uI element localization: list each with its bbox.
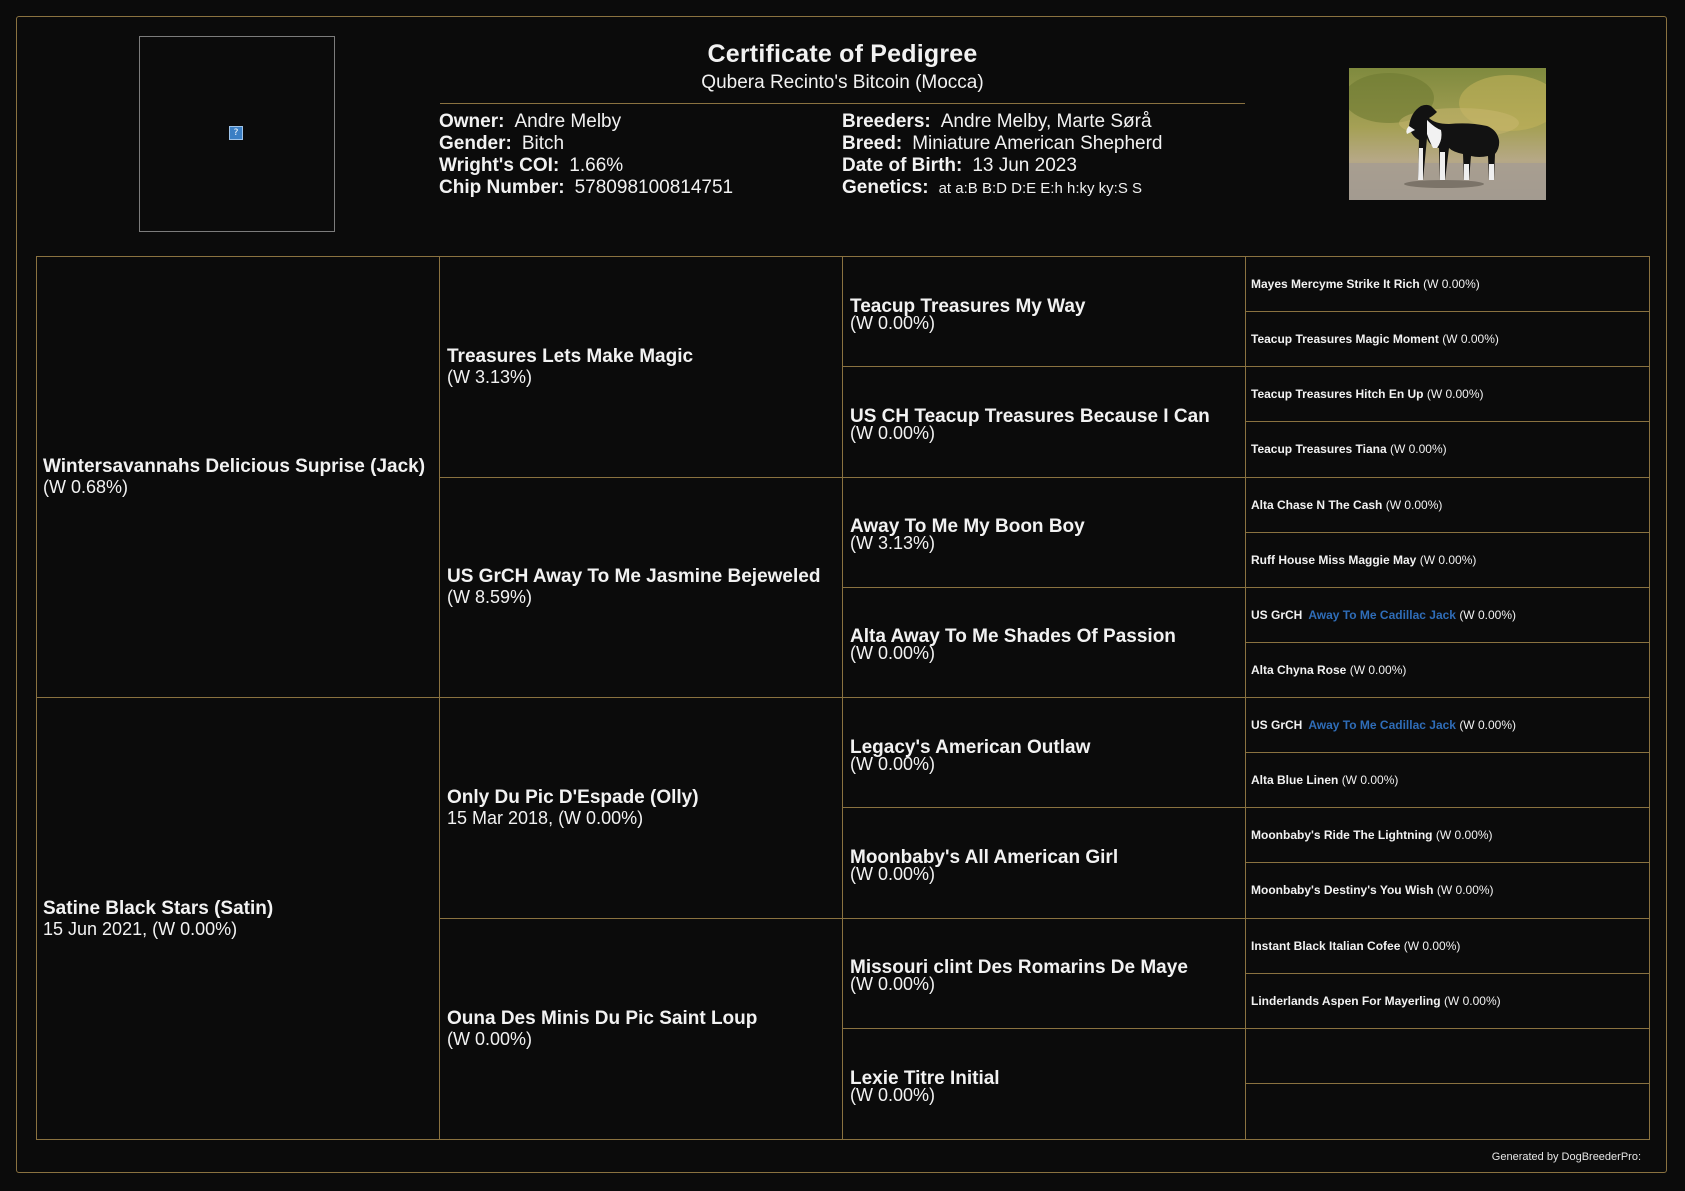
great-grandparent-info: (W 0.00%) (850, 643, 936, 664)
breeders-label: Breeders: (842, 111, 931, 132)
great-grandparent-name: Legacy's American Outlaw (850, 736, 1091, 758)
great-grandparent-info: (W 0.00%) (850, 312, 936, 333)
sire-name: Wintersavannahs Delicious Suprise (Jack) (43, 456, 426, 477)
ancestor-cell (1246, 367, 1649, 422)
great-grandparent-cell (843, 367, 1246, 477)
great-grandparent-info: (W 3.13%) (850, 533, 936, 554)
great-grandparent-cell (843, 257, 1246, 367)
ancestor-name: Ruff House Miss Maggie May (1251, 552, 1417, 567)
ancestor-coi: (W 0.00%) (1426, 387, 1484, 402)
grandparent-cell (440, 698, 843, 919)
sire-info: (W 0.68%) (43, 477, 129, 497)
ancestor-name: Teacup Treasures Tiana (1251, 442, 1387, 457)
ancestor-coi: (W 0.00%) (1435, 828, 1493, 843)
ancestor-cell-empty (1246, 1084, 1649, 1139)
ancestor-cell-empty (1246, 1029, 1649, 1084)
great-grandparent-name: US CH Teacup Treasures Because I Can (850, 405, 1210, 427)
ancestor-name: Linderlands Aspen For Mayerling (1251, 993, 1441, 1008)
ancestor-cell (1246, 808, 1649, 863)
ancestor-coi: (W 0.00%) (1349, 662, 1407, 677)
great-grandparent-name: Alta Away To Me Shades Of Passion (850, 626, 1176, 648)
ancestor-coi: (W 0.00%) (1459, 718, 1516, 733)
sire-cell (37, 257, 440, 698)
dob-row (842, 155, 1163, 177)
dob-value: 13 Jun 2023 (972, 155, 1077, 176)
info-column-right (842, 111, 1163, 200)
great-grandparent-cell (843, 919, 1246, 1029)
great-grandparent-name: Missouri clint Des Romarins De Maye (850, 957, 1188, 979)
great-grandparent-cell (843, 808, 1246, 918)
dam-info: 15 Jun 2021, (W 0.00%) (43, 918, 238, 939)
ancestor-cell (1246, 863, 1649, 918)
ancestor-cell (1246, 919, 1649, 974)
great-grandparent-info: (W 0.00%) (850, 753, 936, 774)
chip-label: Chip Number: (439, 177, 565, 198)
ancestor-title: US GrCH (1251, 607, 1303, 622)
great-grandparent-name: Away To Me My Boon Boy (850, 516, 1085, 538)
ancestor-cell (1246, 478, 1649, 533)
ancestor-cell (1246, 588, 1649, 643)
ancestor-cell (1246, 643, 1649, 698)
grandparent-info: (W 3.13%) (447, 366, 533, 387)
pedigree-grid (36, 256, 1650, 1140)
ancestor-coi: (W 0.00%) (1419, 552, 1477, 567)
gender-label: Gender: (439, 133, 512, 154)
ancestor-name: Instant Black Italian Cofee (1251, 938, 1401, 953)
chip-value: 578098100814751 (574, 177, 734, 198)
grandparent-name: Ouna Des Minis Du Pic Saint Loup (447, 1007, 758, 1029)
breed-row (842, 133, 1163, 155)
ancestor-coi: (W 0.00%) (1341, 773, 1399, 788)
kennel-logo (139, 36, 335, 232)
breeders-row (842, 111, 1163, 133)
coi-value: 1.66% (569, 155, 624, 176)
genetics-value: at a:B B:D D:E E:h h:ky ky:S S (938, 180, 1143, 197)
ancestor-title: US GrCH (1251, 718, 1303, 733)
grandparent-name: Only Du Pic D'Espade (Olly) (447, 786, 699, 808)
owner-row (439, 111, 733, 133)
ancestor-link[interactable]: Away To Me Cadillac Jack (1308, 718, 1456, 733)
grandparent-cell (440, 919, 843, 1140)
gender-value: Bitch (521, 133, 565, 154)
ancestor-name: Teacup Treasures Magic Moment (1251, 332, 1439, 347)
great-grandparent-cell (843, 478, 1246, 588)
ancestor-coi: (W 0.00%) (1443, 993, 1501, 1008)
certificate-title: Certificate of Pedigree (707, 40, 978, 68)
ancestor-cell (1246, 533, 1649, 588)
great-grandparent-info: (W 0.00%) (850, 422, 936, 443)
ancestor-name: Moonbaby's Ride The Lightning (1251, 828, 1433, 843)
info-column-left (439, 111, 733, 199)
ancestor-cell (1246, 257, 1649, 312)
great-grandparent-name: Moonbaby's All American Girl (850, 846, 1119, 868)
ancestor-cell (1246, 698, 1649, 753)
gender-row (439, 133, 733, 155)
great-grandparent-info: (W 0.00%) (850, 974, 936, 995)
coi-label: Wright's COI: (439, 155, 560, 176)
coi-row (439, 155, 733, 177)
grandparent-info: 15 Mar 2018, (W 0.00%) (447, 807, 644, 828)
ancestor-cell (1246, 422, 1649, 477)
breed-value: Miniature American Shepherd (912, 133, 1163, 154)
grandparent-info: (W 0.00%) (447, 1028, 533, 1049)
grandparent-name: US GrCH Away To Me Jasmine Bejeweled (447, 566, 821, 588)
genetics-label: Genetics: (842, 177, 929, 198)
ancestor-coi: (W 0.00%) (1423, 277, 1480, 292)
ancestor-coi: (W 0.00%) (1385, 497, 1443, 512)
dob-label: Date of Birth: (842, 155, 963, 176)
ancestor-coi: (W 0.00%) (1403, 938, 1461, 953)
ancestor-cell (1246, 312, 1649, 367)
ancestor-coi: (W 0.00%) (1459, 607, 1516, 622)
broken-image-icon: ? (229, 126, 243, 140)
ancestor-name: Alta Blue Linen (1251, 773, 1339, 788)
genetics-row (842, 177, 1163, 200)
ancestor-name: Alta Chase N The Cash (1251, 497, 1383, 512)
great-grandparent-name: Teacup Treasures My Way (850, 295, 1086, 317)
ancestor-coi: (W 0.00%) (1436, 883, 1494, 898)
header-divider (440, 103, 1245, 104)
owner-label: Owner: (439, 111, 505, 132)
dog-name: Qubera Recinto's Bitcoin (Mocca) (701, 72, 984, 93)
ancestor-cell (1246, 974, 1649, 1029)
grandparent-name: Treasures Lets Make Magic (447, 345, 694, 367)
owner-value: Andre Melby (514, 111, 622, 132)
grandparent-info: (W 8.59%) (447, 587, 533, 608)
ancestor-name: Mayes Mercyme Strike It Rich (1251, 277, 1420, 292)
chip-row (439, 177, 733, 199)
grandparent-cell (440, 257, 843, 478)
great-grandparent-name: Lexie Titre Initial (850, 1067, 1000, 1089)
breeders-value: Andre Melby, Marte Sørå (940, 111, 1152, 132)
dam-name: Satine Black Stars (Satin) (43, 897, 274, 919)
great-grandparent-cell (843, 698, 1246, 808)
ancestor-name: Teacup Treasures Hitch En Up (1251, 387, 1424, 402)
ancestor-cell (1246, 753, 1649, 808)
ancestor-name: Moonbaby's Destiny's You Wish (1251, 883, 1434, 898)
breed-label: Breed: (842, 133, 903, 154)
great-grandparent-cell (843, 1029, 1246, 1139)
ancestor-coi: (W 0.00%) (1442, 332, 1499, 347)
dog-photo (1349, 68, 1546, 200)
dam-cell (37, 698, 440, 1139)
great-grandparent-info: (W 0.00%) (850, 863, 936, 884)
ancestor-link[interactable]: Away To Me Cadillac Jack (1308, 607, 1456, 622)
generated-by-footer: Generated by DogBreederPro: (1491, 1151, 1641, 1163)
ancestor-coi: (W 0.00%) (1389, 442, 1447, 457)
great-grandparent-info: (W 0.00%) (850, 1084, 936, 1105)
ancestor-name: Alta Chyna Rose (1251, 662, 1347, 677)
great-grandparent-cell (843, 588, 1246, 698)
grandparent-cell (440, 478, 843, 699)
